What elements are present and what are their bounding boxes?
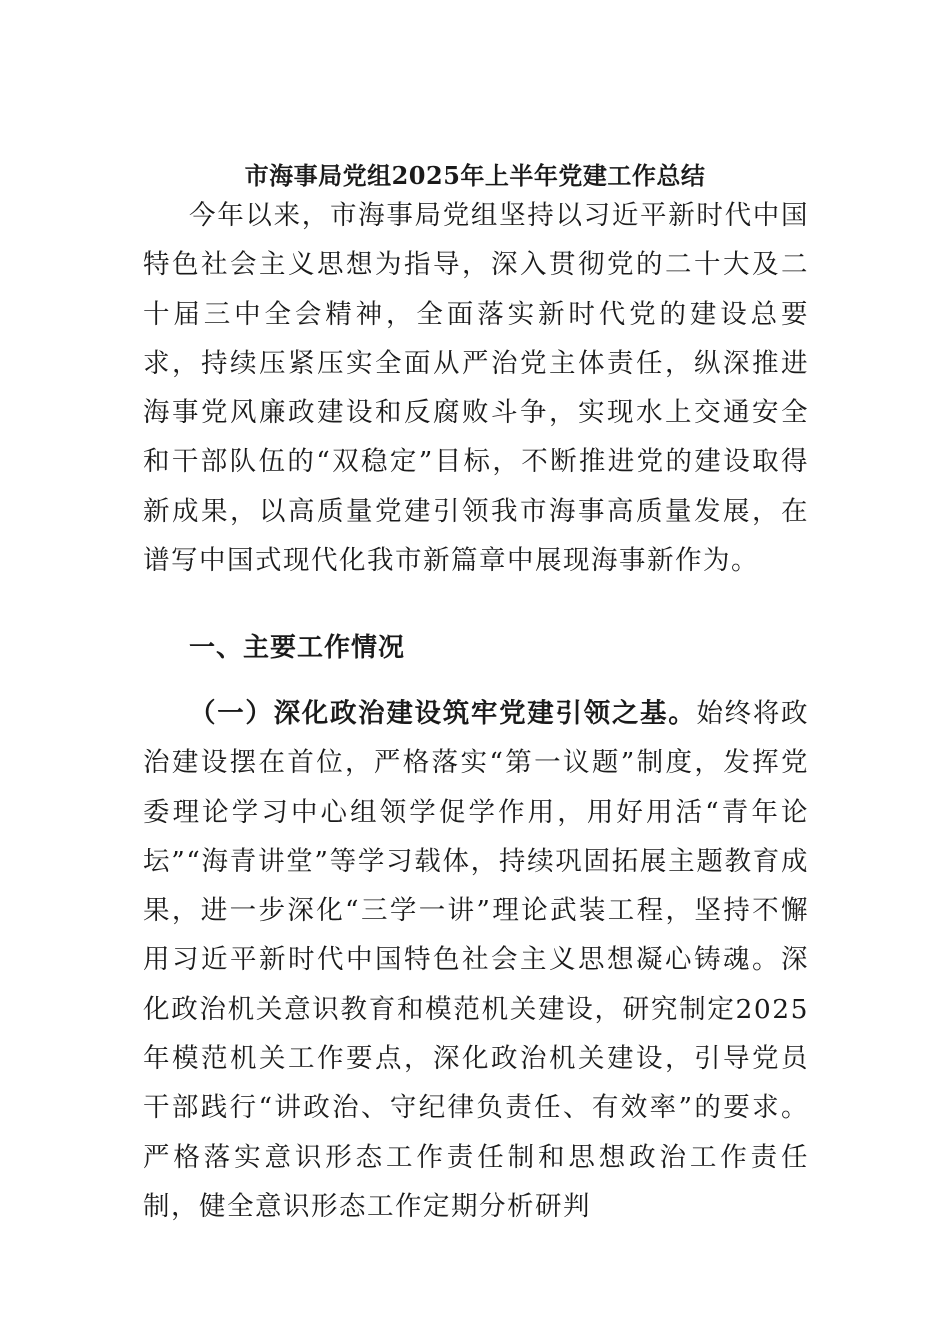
section-one-lead: （一）深化政治建设筑牢党建引领之基。 [189, 698, 697, 729]
section-heading-main-work: 一、主要工作情况 [189, 633, 406, 663]
section-one-paragraph [143, 689, 809, 1231]
section-one-text: 始终将政治建设摆在首位，严格落实“第一议题”制度，发挥党委理论学习中心组领学促学作用，用好用活“青年论坛”“海青讲堂”等学习载体，持续巩固拓展主题教育成果，进一步深化“三学一讲”理论武装工程，坚持不懈用习近平新时代中国特色社会主义思想凝心铸魂。深化政治机关意识教育和模范机关建设，研究制定2025年模范机关工作要点，深化政治机关建设，引导党员干部践行“讲政治、守纪律负责任、有效率”的要求。严格落实意识形态工作责任制和思想政治工作责任制，健全意识形态工作定期分析研判 [143, 698, 810, 1222]
intro-paragraph: 今年以来，市海事局党组坚持以习近平新时代中国特色社会主义思想为指导，深入贯彻党的二十大及二十届三中全会精神，全面落实新时代党的建设总要求，持续压紧压实全面从严治党主体责任，纵深推进海事党风廉政建设和反腐败斗争，实现水上交通安全和干部队伍的“双稳定”目标，不断推进党的建设取得新成果，以高质量党建引领我市海事高质量发展，在谱写中国式现代化我市新篇章中展现海事新作为。 [143, 200, 809, 577]
document-title: 市海事局党组2025年上半年党建工作总结 [244, 161, 706, 190]
